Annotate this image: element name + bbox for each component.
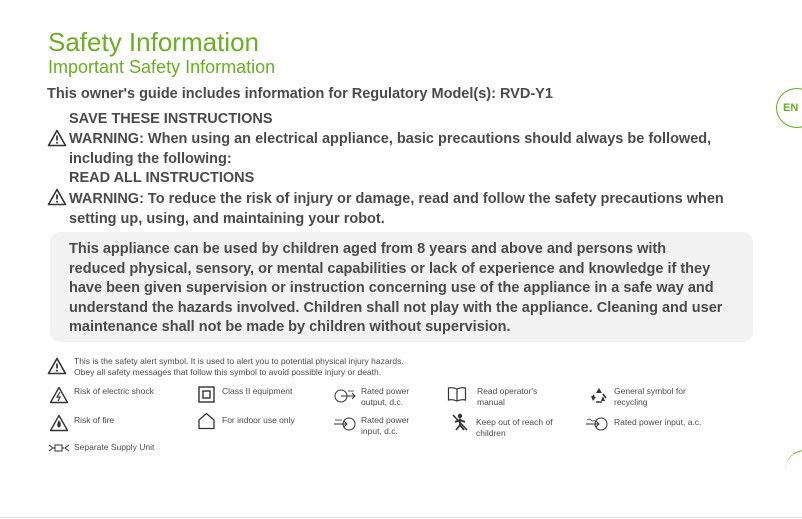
operator-manual-label bbox=[477, 386, 537, 408]
language-badge[interactable]: EN bbox=[776, 88, 802, 128]
input-ac-icon bbox=[585, 416, 609, 432]
output-dc-line: output, d.c. bbox=[361, 397, 404, 407]
warning-injury-line1: WARNING: To reduce the risk of injury or damage, read and follow the safety precautions when bbox=[69, 191, 724, 207]
keep-from-children-line: Keep out of reach of bbox=[476, 417, 553, 427]
indoor-use-label: For indoor use only bbox=[222, 415, 295, 425]
page-subtitle: Important Safety Information bbox=[48, 57, 276, 77]
read-all-instructions: READ ALL INSTRUCTIONS bbox=[69, 170, 255, 186]
safety-alert-icon bbox=[47, 357, 67, 375]
footer-divider bbox=[0, 517, 802, 518]
input-dc-line: Rated power bbox=[361, 415, 410, 425]
output-dc-label bbox=[361, 386, 409, 408]
warning-electrical-line1: WARNING: When using an electrical appliance, basic precautions should always be followed, bbox=[69, 131, 712, 147]
class-ii-icon bbox=[198, 386, 215, 403]
separate-supply-icon bbox=[48, 443, 70, 453]
output-dc-icon bbox=[333, 388, 357, 404]
children-notice-line: maintenance shall not be made by children without supervision. bbox=[69, 319, 511, 335]
safety-alert-line: This is the safety alert symbol. It is used to alert you to potential physical injury hazards. bbox=[74, 356, 404, 366]
warning-icon bbox=[47, 129, 67, 147]
electric-shock-icon bbox=[49, 386, 69, 404]
warning-injury-line2: setting up, using, and maintaining your robot. bbox=[69, 211, 385, 227]
operator-manual-line: Read operator's bbox=[477, 386, 538, 396]
input-dc-label bbox=[361, 415, 409, 437]
input-dc-line: input, d.c. bbox=[361, 426, 398, 436]
keep-from-children-line: children bbox=[476, 428, 506, 438]
safety-alert-text bbox=[74, 356, 404, 378]
class-ii-label: Class II equipment bbox=[222, 386, 293, 396]
children-notice-line: understand the hazards involved. Children shall not play with the appliance. Cleaning and user bbox=[69, 299, 723, 316]
keep-from-children-icon bbox=[451, 413, 469, 432]
recycling-label bbox=[614, 386, 686, 408]
fire-risk-icon bbox=[49, 414, 69, 432]
operator-manual-line: manual bbox=[477, 397, 505, 407]
intro-text: This owner's guide includes information for Regulatory Model(s): RVD-Y1 bbox=[47, 86, 553, 102]
output-dc-line: Rated power bbox=[361, 386, 410, 396]
page-title: Safety Information bbox=[48, 27, 259, 57]
input-ac-label: Rated power input, a.c. bbox=[614, 417, 702, 427]
save-instructions: SAVE THESE INSTRUCTIONS bbox=[69, 111, 273, 127]
warning-icon bbox=[47, 188, 67, 206]
corner-decoration bbox=[785, 450, 802, 491]
warning-electrical-line2: including the following: bbox=[69, 151, 232, 167]
indoor-use-icon bbox=[197, 412, 216, 430]
input-dc-icon bbox=[333, 416, 357, 432]
recycling-line: General symbol for bbox=[614, 386, 686, 396]
safety-alert-line: Obey all safety messages that follow this symbol to avoid possible injury or death. bbox=[74, 367, 382, 377]
keep-from-children-label bbox=[476, 417, 553, 439]
recycling-icon bbox=[590, 386, 608, 404]
operator-manual-icon bbox=[447, 386, 467, 402]
electric-shock-label: Risk of electric shock bbox=[74, 386, 154, 396]
separate-supply-label: Separate Supply Unit bbox=[74, 442, 155, 452]
children-notice-line: reduced physical, sensory, or mental capabilities or lack of experience and knowledge if they bbox=[69, 260, 711, 277]
children-notice-line: have been given supervision or instruction concerning use of the appliance in a safe way and bbox=[69, 280, 714, 296]
fire-risk-label: Risk of fire bbox=[74, 415, 115, 425]
recycling-line: recycling bbox=[614, 397, 648, 407]
children-notice-line: This appliance can be used by children aged from 8 years and above and persons with bbox=[69, 241, 667, 257]
children-notice-text bbox=[69, 240, 749, 338]
